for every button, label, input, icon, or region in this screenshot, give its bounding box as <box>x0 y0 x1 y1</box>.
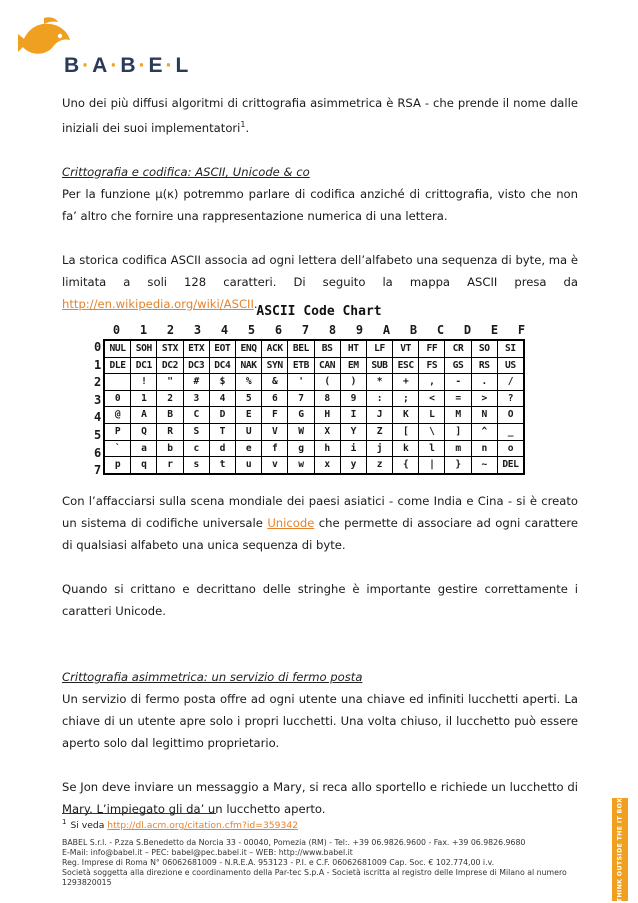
footnote-separator <box>62 813 216 814</box>
ascii-cell: CAN <box>314 357 340 374</box>
ascii-cell: HT <box>340 340 366 357</box>
babel-logo <box>14 12 190 77</box>
wikipedia-ascii-link[interactable]: http://en.wikipedia.org/wiki/ASCII <box>62 296 254 311</box>
ascii-cell: ] <box>445 423 471 440</box>
ascii-cell: O <box>497 407 524 424</box>
ascii-cell: 3 <box>183 390 209 407</box>
ascii-cell: ! <box>131 374 157 391</box>
ascii-cell: 6 <box>262 390 288 407</box>
ascii-cell: ETB <box>288 357 314 374</box>
logo-wordmark: B·A·B·E·L <box>64 54 190 77</box>
ascii-row-header: 7 <box>94 463 102 478</box>
ascii-cell: % <box>235 374 261 391</box>
ascii-cell: GS <box>445 357 471 374</box>
ascii-cell: ETX <box>183 340 209 357</box>
ascii-cell: ` <box>104 440 131 457</box>
ascii-cell: [ <box>393 423 419 440</box>
ascii-cell: J <box>366 407 392 424</box>
ascii-cell: * <box>366 374 392 391</box>
ascii-col-header: 1 <box>139 323 148 337</box>
ascii-cell: " <box>157 374 183 391</box>
ascii-cell: BS <box>314 340 340 357</box>
footer-registration: Reg. Imprese di Roma N° 06062681009 - N.R.E.A. 953123 - P.I. e C.F. 06062681009 Cap. Soc. € 102.774,00 i.v. <box>62 858 495 867</box>
ascii-cell: x <box>314 457 340 474</box>
ascii-cell: Q <box>131 423 157 440</box>
ascii-cell: v <box>262 457 288 474</box>
ascii-col-header: 3 <box>193 323 202 337</box>
ascii-col-header: D <box>463 323 472 337</box>
ascii-cell: i <box>340 440 366 457</box>
ascii-cell: VT <box>393 340 419 357</box>
ascii-cell: 8 <box>314 390 340 407</box>
ascii-row <box>104 374 524 391</box>
paragraph-fermo-posta: Un servizio di fermo posta offre ad ogni utente una chiave ed infiniti lucchetti aperti. La chiave di un utente apre solo i propri lucchetti. Una volta chiuso, il lucchetto può essere aperto solo dal legittimo proprietario. <box>62 692 578 750</box>
paragraph-rsa: Uno dei più diffusi algoritmi di crittografia asimmetrica è RSA - che prende il nome dalle iniziali dei suoi implementatori$^1$. <box>62 96 578 135</box>
ascii-cell: M <box>445 407 471 424</box>
ascii-cell: 9 <box>340 390 366 407</box>
ascii-cell: , <box>419 374 445 391</box>
fish-logo-icon <box>14 12 74 60</box>
ascii-col-header: C <box>436 323 445 337</box>
ascii-cell: ACK <box>262 340 288 357</box>
ascii-cell: US <box>497 357 524 374</box>
ascii-column-headers <box>103 321 535 339</box>
ascii-cell: ? <box>497 390 524 407</box>
ascii-cell: DLE <box>104 357 131 374</box>
ascii-cell: K <box>393 407 419 424</box>
side-banner-text: THINK OUTSIDE THE IT BOX <box>616 797 624 902</box>
ascii-row-header: 1 <box>94 357 102 372</box>
paragraph-codifica: Per la funzione µ(κ) potremmo parlare di codifica anziché di crittografia, visto che non fa’ altro che fornire una rappresentazione numerica di una lettera. <box>62 186 578 223</box>
ascii-cell: : <box>366 390 392 407</box>
ascii-cell: f <box>262 440 288 457</box>
ascii-cell: U <box>235 423 261 440</box>
ascii-row <box>104 357 524 374</box>
ascii-cell: - <box>445 374 471 391</box>
footer-contacts: E-Mail: info@babel.it – PEC: babel@pec.babel.it – WEB: http://www.babel.it <box>62 848 353 857</box>
paragraph-unicode: Con l’affacciarsi sulla scena mondiale dei paesi asiatici - come India e Cina - si è creato un sistema di codifiche universale Unicode che permette di associare ad ogni carattere di qualsiasi alfabeto una unica sequenza di byte. <box>62 494 578 552</box>
ascii-row-header: 6 <box>94 445 102 460</box>
ascii-cell: DC3 <box>183 357 209 374</box>
ascii-row-header: 0 <box>94 340 102 354</box>
ascii-cell: A <box>131 407 157 424</box>
ascii-cell: j <box>366 440 392 457</box>
ascii-col-header: 4 <box>220 323 229 337</box>
ascii-cell: { <box>393 457 419 474</box>
ascii-cell: 7 <box>288 390 314 407</box>
ascii-cell: + <box>393 374 419 391</box>
footnote: $^1$ Si veda http://dl.acm.org/citation.cfm?id=359342 <box>62 818 299 832</box>
ascii-cell: Y <box>340 423 366 440</box>
ascii-cell: l <box>419 440 445 457</box>
ascii-cell: @ <box>104 407 131 424</box>
ascii-cell: EM <box>340 357 366 374</box>
ascii-cell: X <box>314 423 340 440</box>
ascii-row <box>104 440 524 457</box>
ascii-cell: S <box>183 423 209 440</box>
paragraph-stringhe: Quando si crittano e decrittano delle stringhe è importante gestire correttamente i caratteri Unicode. <box>62 582 578 618</box>
ascii-cell: DC4 <box>209 357 235 374</box>
ascii-cell: H <box>314 407 340 424</box>
ascii-row <box>104 457 524 474</box>
ascii-cell: 4 <box>209 390 235 407</box>
ascii-col-header: E <box>490 323 499 337</box>
ascii-cell: BEL <box>288 340 314 357</box>
ascii-cell: SOH <box>131 340 157 357</box>
ascii-cell: & <box>262 374 288 391</box>
ascii-col-header: 7 <box>301 323 310 337</box>
ascii-cell: SUB <box>366 357 392 374</box>
ascii-cell: n <box>471 440 497 457</box>
ascii-cell: R <box>157 423 183 440</box>
ascii-cell: / <box>497 374 524 391</box>
ascii-cell: ; <box>393 390 419 407</box>
ascii-cell: SYN <box>262 357 288 374</box>
ascii-cell: r <box>157 457 183 474</box>
ascii-col-header: F <box>517 323 526 337</box>
paragraph-jon-mary: Se Jon deve inviare un messaggio a Mary, si reca allo sportello e richiede un lucchetto di Mary. L’impiegato gli da’ un lucchetto aperto. <box>62 780 578 816</box>
section-heading-ascii-unicode: Crittografia e codifica: ASCII, Unicode & co <box>62 164 310 179</box>
ascii-cell: W <box>288 423 314 440</box>
ascii-row-header: 3 <box>94 392 102 407</box>
ascii-col-header: 9 <box>355 323 364 337</box>
ascii-cell: 0 <box>104 390 131 407</box>
ascii-cell: E <box>235 407 261 424</box>
ascii-cell: STX <box>157 340 183 357</box>
ascii-cell: T <box>209 423 235 440</box>
ascii-cell: k <box>393 440 419 457</box>
footnote-ref[interactable]: 1 <box>240 120 246 129</box>
ascii-col-header: 8 <box>328 323 337 337</box>
ascii-code-chart <box>94 304 544 478</box>
ascii-cell: V <box>262 423 288 440</box>
ascii-cell: t <box>209 457 235 474</box>
ascii-col-header: A <box>382 323 391 337</box>
ascii-cell: 5 <box>235 390 261 407</box>
ascii-cell: p <box>104 457 131 474</box>
ascii-cell: P <box>104 423 131 440</box>
ascii-cell: ( <box>314 374 340 391</box>
ascii-cell: RS <box>471 357 497 374</box>
ascii-cell: u <box>235 457 261 474</box>
ascii-cell: D <box>209 407 235 424</box>
ascii-col-header: 6 <box>274 323 283 337</box>
ascii-cell: < <box>419 390 445 407</box>
ascii-cell: m <box>445 440 471 457</box>
ascii-table <box>103 339 525 475</box>
ascii-col-header: 2 <box>166 323 175 337</box>
ascii-cell: a <box>131 440 157 457</box>
side-banner <box>612 798 628 901</box>
page-footer <box>62 838 602 888</box>
ascii-cell: z <box>366 457 392 474</box>
ascii-cell: e <box>235 440 261 457</box>
acm-citation-link[interactable]: http://dl.acm.org/citation.cfm?id=359342 <box>107 820 299 832</box>
ascii-cell: Z <box>366 423 392 440</box>
ascii-row-header: 4 <box>94 410 102 425</box>
ascii-cell: | <box>419 457 445 474</box>
ascii-cell: # <box>183 374 209 391</box>
ascii-chart-title: ASCII Code Chart <box>256 304 382 319</box>
ascii-cell: SI <box>497 340 524 357</box>
ascii-cell: DC2 <box>157 357 183 374</box>
ascii-cell: } <box>445 457 471 474</box>
ascii-cell: NAK <box>235 357 261 374</box>
ascii-cell: w <box>288 457 314 474</box>
ascii-cell: g <box>288 440 314 457</box>
ascii-cell: ) <box>340 374 366 391</box>
ascii-cell: q <box>131 457 157 474</box>
unicode-link[interactable]: Unicode <box>267 516 315 530</box>
ascii-cell: N <box>471 407 497 424</box>
section-heading-fermo-posta: Crittografia asimmetrica: un servizio di fermo posta <box>62 670 363 684</box>
ascii-row-labels <box>94 321 103 480</box>
document-body-bottom <box>62 490 578 820</box>
ascii-cell: C <box>183 407 209 424</box>
footer-company-info: Società soggetta alla direzione e coordinamento della Par-tec S.p.A - Società iscritta al registro delle Imprese di Milano al numero 1293820015 <box>62 868 567 887</box>
ascii-cell: h <box>314 440 340 457</box>
ascii-cell: FS <box>419 357 445 374</box>
ascii-cell: . <box>471 374 497 391</box>
ascii-row <box>104 407 524 424</box>
ascii-row-header: 2 <box>94 375 102 390</box>
ascii-cell: y <box>340 457 366 474</box>
ascii-row <box>104 423 524 440</box>
ascii-row <box>104 340 524 357</box>
ascii-cell: d <box>209 440 235 457</box>
ascii-cell: 1 <box>131 390 157 407</box>
ascii-cell: DEL <box>497 457 524 474</box>
ascii-cell: LF <box>366 340 392 357</box>
ascii-cell: > <box>471 390 497 407</box>
ascii-cell <box>104 374 131 391</box>
ascii-col-header: 5 <box>247 323 256 337</box>
ascii-cell: _ <box>497 423 524 440</box>
ascii-cell: CR <box>445 340 471 357</box>
ascii-cell: B <box>157 407 183 424</box>
ascii-cell: \ <box>419 423 445 440</box>
footer-address: BABEL S.r.l. - P.zza S.Benedetto da Norcia 33 - 00040, Pomezia (RM) - Tel:. +39 06.9826.9600 - Fax. +39 06.9826.9680 <box>62 838 526 847</box>
ascii-cell: ENQ <box>235 340 261 357</box>
ascii-cell: EOT <box>209 340 235 357</box>
ascii-col-header: B <box>409 323 418 337</box>
ascii-col-header: 0 <box>112 323 121 337</box>
ascii-cell: $ <box>209 374 235 391</box>
ascii-cell: ~ <box>471 457 497 474</box>
ascii-row <box>104 390 524 407</box>
paragraph-ascii: La storica codifica ASCII associa ad ogni lettera dell’alfabeto una sequenza di byte, ma è limitata a soli 128 caratteri. Di seguito la mappa ASCII presa da http://en.wikipedia.org/wiki/ASCII. <box>62 252 578 311</box>
ascii-cell: I <box>340 407 366 424</box>
ascii-cell: 2 <box>157 390 183 407</box>
ascii-cell: ' <box>288 374 314 391</box>
ascii-cell: ^ <box>471 423 497 440</box>
ascii-cell: o <box>497 440 524 457</box>
ascii-cell: DC1 <box>131 357 157 374</box>
ascii-cell: = <box>445 390 471 407</box>
ascii-cell: FF <box>419 340 445 357</box>
ascii-cell: b <box>157 440 183 457</box>
ascii-cell: NUL <box>104 340 131 357</box>
ascii-cell: ESC <box>393 357 419 374</box>
ascii-cell: F <box>262 407 288 424</box>
ascii-cell: SO <box>471 340 497 357</box>
ascii-cell: L <box>419 407 445 424</box>
ascii-cell: s <box>183 457 209 474</box>
ascii-cell: c <box>183 440 209 457</box>
document-body-top <box>62 92 578 315</box>
ascii-row-header: 5 <box>94 427 102 442</box>
ascii-cell: G <box>288 407 314 424</box>
